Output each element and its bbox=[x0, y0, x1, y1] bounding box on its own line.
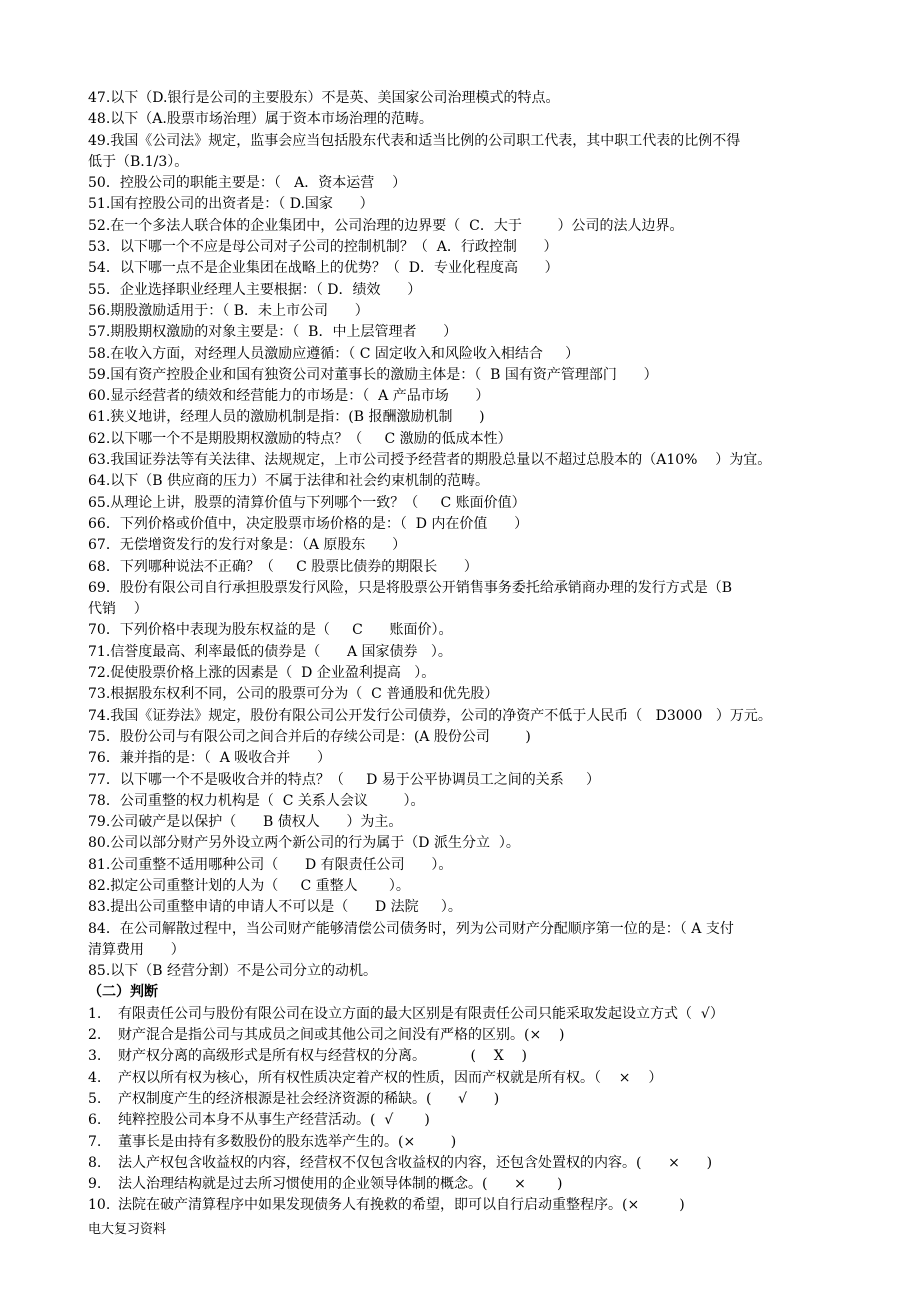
item-number: 5. bbox=[88, 1090, 102, 1107]
text-line: 62.以下哪一个不是期股期权激励的特点？（ C 激励的低成本性） bbox=[88, 430, 512, 447]
item-number: 10. bbox=[88, 1197, 111, 1214]
text-line: 代销 ） bbox=[88, 601, 148, 618]
item-number: 4. bbox=[88, 1069, 102, 1086]
item-number: 6. bbox=[88, 1112, 102, 1129]
item-number: 2. bbox=[88, 1027, 102, 1044]
text-line: 81.公司重整不适用哪种公司（ D 有限责任公司 ）。 bbox=[88, 856, 453, 873]
judge-item bbox=[88, 1132, 844, 1153]
multiple-choice-section bbox=[88, 88, 844, 982]
text-line: 83.提出公司重整申请的申请人不可以是（ D 法院 ）。 bbox=[88, 899, 462, 916]
text-line: 61.狭义地讲，经理人员的激励机制是指：(B 报酬激励机制 ) bbox=[88, 409, 485, 426]
text-line: 58.在收入方面，对经理人员激励应遵循：（ C 固定收入和风险收入相结合 ） bbox=[88, 345, 580, 362]
judge-item bbox=[88, 1174, 844, 1195]
judgement-section bbox=[88, 1004, 844, 1217]
item-text: 法院在破产清算程序中如果发现债务人有挽救的希望，即可以自行启动重整程序。(× ) bbox=[118, 1197, 685, 1214]
text-line: 63.我国证券法等有关法律、法规规定，上市公司授予经营者的期股总量以不超过总股本的（A10% ）为宜。 bbox=[88, 452, 772, 469]
judge-item bbox=[88, 1025, 844, 1046]
text-line: 80.公司以部分财产另外设立两个新公司的行为属于（D 派生分立 ）。 bbox=[88, 835, 520, 852]
text-line: 74.我国《证券法》规定，股份有限公司公开发行公司债券，公司的净资产不低于人民币（ D3000 ）万元。 bbox=[88, 707, 772, 724]
text-line: 84．在公司解散过程中，当公司财产能够清偿公司债务时，列为公司财产分配顺序第一位的是：（ A 支付 bbox=[88, 920, 734, 937]
item-text: 法人治理结构就是过去所习惯使用的企业领导体制的概念。( × ) bbox=[118, 1176, 563, 1193]
judge-item bbox=[88, 1153, 844, 1174]
text-line: 清算费用 ） bbox=[88, 941, 185, 958]
text-line: 72.促使股票价格上涨的因素是（ D 企业盈利提高 ）。 bbox=[88, 665, 436, 682]
judge-item bbox=[88, 1110, 844, 1131]
item-text: 董事长是由持有多数股份的股东选举产生的。(× ) bbox=[118, 1133, 457, 1150]
item-text: 有限责任公司与股份有限公司在设立方面的最大区别是有限责任公司只能采取发起设立方式（ √） bbox=[118, 1005, 724, 1022]
text-line: 56.期股激励适用于：（ B．未上市公司 ） bbox=[88, 302, 369, 319]
text-line: 70．下列价格中表现为股东权益的是（ C 账面价）。 bbox=[88, 622, 453, 639]
text-line: 68．下列哪种说法不正确？（ C 股票比债券的期限长 ） bbox=[88, 558, 478, 575]
judge-item bbox=[88, 1068, 844, 1089]
judge-item bbox=[88, 1195, 844, 1216]
text-line: 73.根据股东权利不同，公司的股票可分为（ C 普通股和优先股） bbox=[88, 686, 499, 703]
text-line: 50．控股公司的职能主要是：（ A．资本运营 ） bbox=[88, 175, 407, 192]
text-line: 54．以下哪一点不是企业集团在战略上的优势？（ D．专业化程度高 ） bbox=[88, 260, 559, 277]
item-text: 产权制度产生的经济根源是社会经济资源的稀缺。( √ ) bbox=[118, 1090, 500, 1107]
judge-item bbox=[88, 1004, 844, 1025]
text-line: 67．无偿增资发行的发行对象是：（A 原股东 ） bbox=[88, 537, 407, 554]
text-line: 77．以下哪一个不是吸收合并的特点？（ D 易于公平协调员工之间的关系 ） bbox=[88, 771, 600, 788]
text-line: 64.以下（B 供应商的压力）不属于法律和社会约束机制的范畴。 bbox=[88, 473, 490, 490]
text-line: 47.以下（D.银行是公司的主要股东）不是英、美国家公司治理模式的特点。 bbox=[88, 90, 560, 106]
judge-item bbox=[88, 1089, 844, 1110]
text-line: 59.国有资产控股企业和国有独资公司对董事长的激励主体是：（ B 国有资产管理部门 ） bbox=[88, 366, 658, 383]
text-line: 52.在一个多法人联合体的企业集团中，公司治理的边界要（ C．大于 ）公司的法人边界。 bbox=[88, 217, 684, 234]
item-text: 法人产权包含收益权的内容，经营权不仅包含收益权的内容，还包含处置权的内容。( × ) bbox=[118, 1154, 713, 1171]
judge-item bbox=[88, 1046, 844, 1067]
item-number: 1. bbox=[88, 1005, 102, 1022]
text-line: 53．以下哪一个不应是母公司对子公司的控制机制？（ A．行政控制 ） bbox=[88, 239, 558, 256]
text-line: 低于（B.1/3）。 bbox=[88, 153, 189, 170]
text-line: 71.信誉度最高、利率最低的债券是（ A 国家债券 ）。 bbox=[88, 643, 452, 660]
text-line: 75．股份公司与有限公司之间合并后的存续公司是：(A 股份公司 ) bbox=[88, 728, 531, 745]
text-line: 57.期股期权激励的对象主要是：（ B．中上层管理者 ） bbox=[88, 324, 458, 341]
text-line: 51.国有控股公司的出资者是：（ D.国家 ） bbox=[88, 196, 374, 213]
text-line: 48.以下（A.股票市场治理）属于资本市场治理的范畴。 bbox=[88, 111, 433, 128]
item-number: 3. bbox=[88, 1048, 102, 1065]
section-title-judgement: （二）判断 bbox=[88, 984, 158, 1001]
text-line: 60.显示经营者的绩效和经营能力的市场是：（ A 产品市场 ） bbox=[88, 388, 490, 405]
item-text: 财产混合是指公司与其成员之间或其他公司之间没有严格的区别。(× ) bbox=[118, 1027, 565, 1044]
item-text: 纯粹控股公司本身不从事生产经营活动。( √ ) bbox=[118, 1112, 430, 1129]
text-line: 79.公司破产是以保护（ B 债权人 ）为主。 bbox=[88, 814, 403, 831]
text-line: 66．下列价格或价值中，决定股票市场价格的是：（ D 内在价值 ） bbox=[88, 515, 529, 532]
text-line: 65.从理论上讲，股票的清算价值与下列哪个一致？（ C 账面价值） bbox=[88, 494, 526, 511]
item-text: 产权以所有权为核心，所有权性质决定着产权的性质，因而产权就是所有权。（ × ） bbox=[118, 1069, 663, 1086]
text-line: 78．公司重整的权力机构是（ C 关系人会议 ）。 bbox=[88, 792, 425, 809]
text-line: 55．企业选择职业经理人主要根据：（ D．绩效 ） bbox=[88, 281, 422, 298]
footer-text: 电大复习资料 bbox=[88, 1221, 167, 1237]
item-number: 9. bbox=[88, 1176, 102, 1193]
text-line: 76．兼并指的是：（ A 吸收合并 ） bbox=[88, 750, 331, 767]
text-line: 85.以下（B 经营分割）不是公司分立的动机。 bbox=[88, 963, 378, 980]
text-line: 69．股份有限公司自行承担股票发行风险，只是将股票公开销售事务委托给承销商办理的发行方式是（B bbox=[88, 579, 733, 596]
item-number: 8. bbox=[88, 1154, 102, 1171]
text-line: 49.我国《公司法》规定，监事会应当包括股东代表和适当比例的公司职工代表，其中职工代表的比例不得 bbox=[88, 132, 741, 149]
item-text: 财产权分离的高级形式是所有权与经营权的分离。 ( X ) bbox=[118, 1048, 527, 1065]
item-number: 7. bbox=[88, 1133, 102, 1150]
text-line: 82.拟定公司重整计划的人为（ C 重整人 ）。 bbox=[88, 877, 410, 894]
